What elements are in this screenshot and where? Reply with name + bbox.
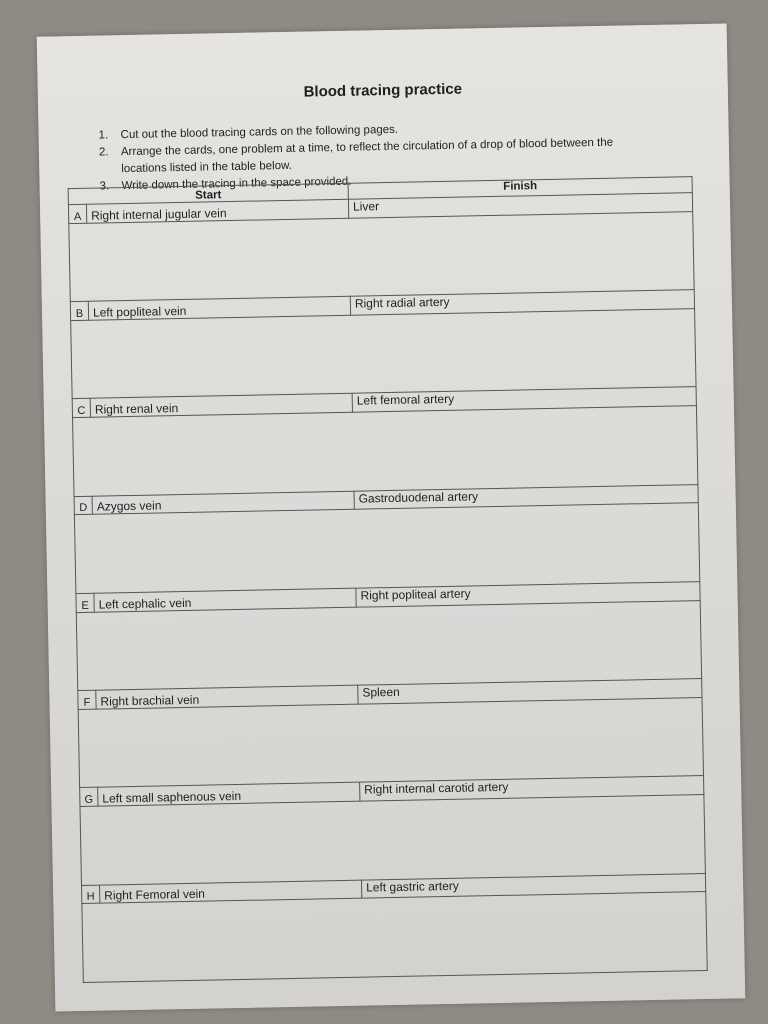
- finish-location: Left femoral artery: [352, 387, 696, 412]
- instruction-number: 3.: [99, 180, 110, 193]
- row-letter: D: [74, 496, 92, 515]
- start-location: Right internal jugular vein: [86, 199, 348, 223]
- row-letter: B: [70, 301, 88, 320]
- finish-location: Spleen: [358, 679, 702, 704]
- row-letter: H: [82, 885, 100, 904]
- tracing-space[interactable]: [82, 892, 707, 982]
- instruction-text: Cut out the blood tracing cards on the following pages.: [120, 123, 399, 142]
- finish-location: Left gastric artery: [361, 873, 705, 898]
- start-location: Azygos vein: [92, 491, 354, 515]
- row-letter: E: [76, 593, 94, 612]
- finish-location: Liver: [348, 192, 692, 217]
- tracing-space-row: [73, 406, 698, 496]
- tracing-space-row: [71, 308, 696, 398]
- finish-column-header: Finish: [348, 177, 692, 199]
- tracing-space[interactable]: [80, 795, 705, 885]
- tracing-space-row: [74, 503, 699, 593]
- start-location: Left small saphenous vein: [98, 783, 360, 807]
- start-column-header: Start: [68, 183, 348, 204]
- row-letter: A: [68, 204, 86, 223]
- tracing-space[interactable]: [71, 308, 696, 398]
- tracing-space[interactable]: [74, 503, 699, 593]
- instruction-text: Write down the tracing in the space provided.: [121, 175, 352, 193]
- instruction-text: Arrange the cards, one problem at a time, to reflect the circulation of a drop of blood between the locations listed in the table below.: [120, 136, 614, 176]
- tracing-space-row: [82, 892, 707, 982]
- start-location: Right brachial vein: [96, 685, 358, 709]
- start-location: Left popliteal vein: [88, 296, 350, 320]
- tracing-space[interactable]: [78, 697, 703, 787]
- row-letter: C: [72, 399, 90, 418]
- tracing-table: [68, 176, 708, 983]
- finish-location: Right internal carotid artery: [360, 776, 704, 801]
- start-location: Right renal vein: [90, 393, 352, 417]
- tracing-space-row: [76, 600, 701, 690]
- start-location: Right Femoral vein: [99, 880, 361, 904]
- tracing-space-row: [80, 795, 705, 885]
- tracing-space-row: [78, 697, 703, 787]
- start-location: Left cephalic vein: [94, 588, 356, 612]
- finish-location: Right popliteal artery: [356, 581, 700, 606]
- page-title: Blood tracing practice: [303, 80, 463, 101]
- tracing-space[interactable]: [76, 600, 701, 690]
- tracing-space-row: [69, 211, 694, 301]
- instruction-number: 1.: [98, 129, 109, 142]
- tracing-space[interactable]: [73, 406, 698, 496]
- tracing-space[interactable]: [69, 211, 694, 301]
- finish-location: Gastroduodenal artery: [354, 484, 698, 509]
- row-letter: G: [80, 788, 98, 807]
- worksheet-page: [37, 23, 746, 1011]
- finish-location: Right radial artery: [350, 290, 694, 315]
- instruction-number: 2.: [98, 146, 109, 159]
- row-letter: F: [78, 690, 96, 709]
